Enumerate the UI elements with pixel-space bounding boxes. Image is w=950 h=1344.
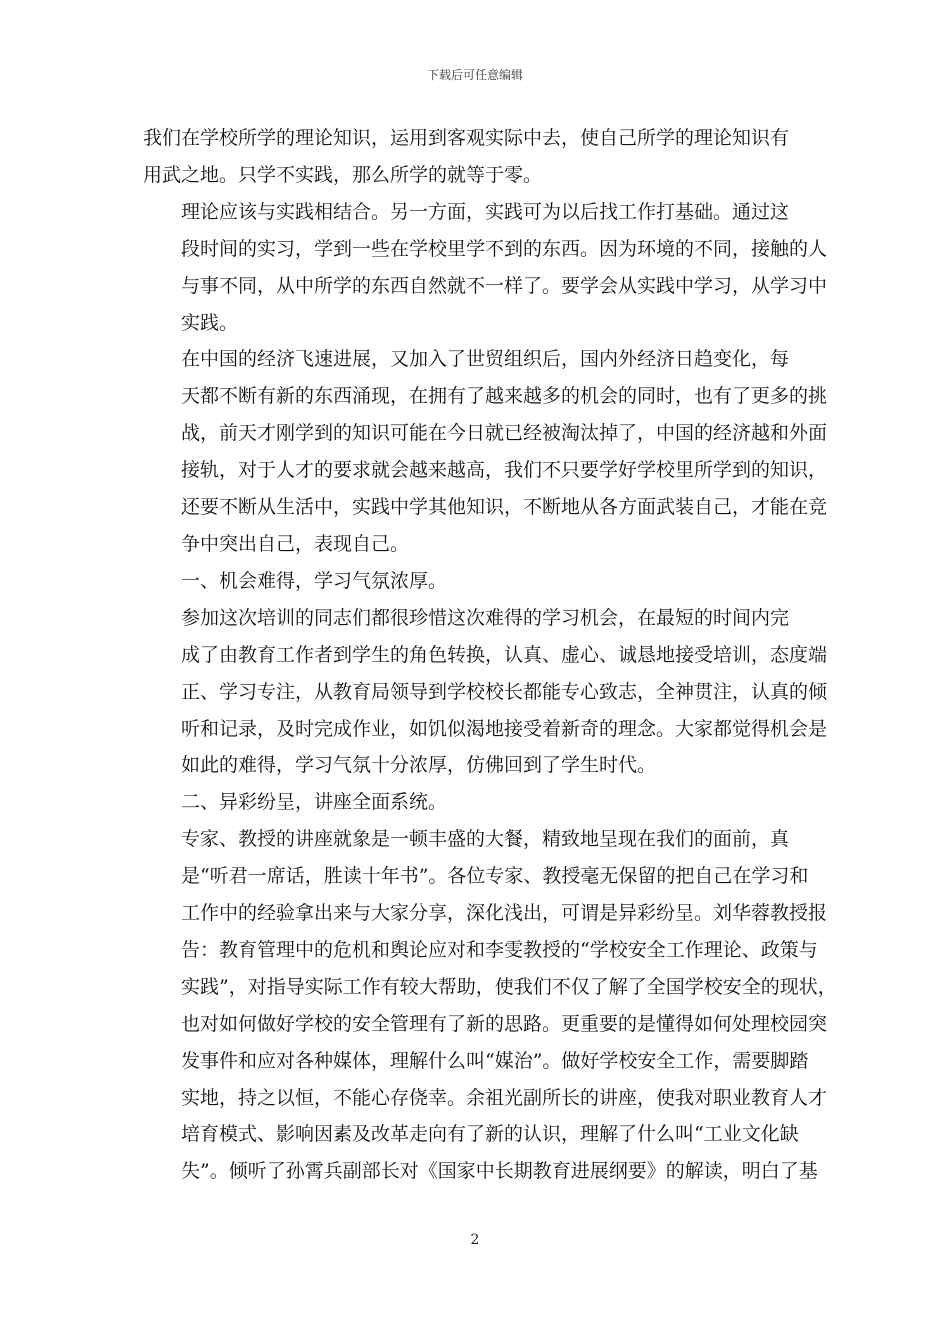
text-line: 在中国的经济飞速进展，又加入了世贸组织后，国内外经济日趋变化，每 (181, 348, 790, 371)
paragraph (143, 120, 811, 194)
text-line: 还要不断从生活中，实践中学其他知识，不断地从各方面武装自己，才能在竞 (181, 496, 828, 519)
text-line: 发事件和应对各种媒体，理解什么叫“媒治”。做好学校安全工作，需要脚踏 (181, 1049, 809, 1072)
text-line: 听和记录，及时完成作业，如饥似渴地接受着新奇的理念。大家都觉得机会是 (181, 717, 828, 740)
text-line: 如此的难得，学习气氛十分浓厚，仿佛回到了学生时代。 (181, 754, 657, 777)
text-line: 正、学习专注，从教育局领导到学校校长都能专心致志，全神贯注，认真的倾 (181, 680, 828, 703)
paragraph (143, 194, 828, 342)
page-number: 2 (470, 1232, 480, 1248)
text-line: 也对如何做好学校的安全管理有了新的思路。更重要的是懂得如何处理校园突 (181, 1012, 828, 1035)
text-line: 接轨，对于人才的要求就会越来越高，我们不只要学好学校里所学到的知识， (181, 459, 828, 482)
text-line: 我们在学校所学的理论知识，运用到客观实际中去，使自己所学的理论知识有 (143, 127, 790, 149)
text-line: 失”。倾听了孙霄兵副部长对《国家中长期教育进展纲要》的解读，明白了基 (181, 1160, 818, 1183)
text-line: 用武之地。只学不实践，那么所学的就等于零。 (143, 163, 543, 186)
text-line: 段时间的实习，学到一些在学校里学不到的东西。因为环境的不同，接触的人 (181, 237, 828, 260)
text-line: 实践”，对指导实际工作有较大帮助，使我们不仅了解了全国学校安全的现状， (181, 975, 837, 998)
text-line: 理论应该与实践相结合。另一方面，实践可为以后找工作打基础。通过这 (181, 200, 790, 223)
text-line: 战，前天才刚学到的知识可能在今日就已经被淘汰掉了，中国的经济越和外面 (181, 422, 828, 445)
paragraph (143, 600, 828, 785)
text-line: 二、异彩纷呈，讲座全面系统。 (181, 791, 448, 814)
text-line: 培育模式、影响因素及改革走向有了新的认识，理解了什么叫“工业文化缺 (181, 1123, 799, 1146)
text-line: 天都不断有新的东西涌现，在拥有了越来越多的机会的同时，也有了更多的挑 (181, 385, 828, 408)
text-line: 是“听君一席话，胜读十年书”。各位专家、教授毫无保留的把自己在学习和 (181, 865, 809, 888)
text-line: 争中突出自己，表现自己。 (181, 532, 410, 555)
section-heading (143, 563, 811, 600)
text-line: 告：教育管理中的危机和舆论应对和李雯教授的“学校安全工作理论、政策与 (181, 938, 818, 961)
paragraph (143, 821, 837, 1190)
page-header: 下载后可任意编辑 (426, 68, 523, 82)
text-line: 实地，持之以恒，不能心存侥幸。余祖光副所长的讲座，使我对职业教育人才 (181, 1086, 828, 1109)
text-line: 实践。 (181, 311, 239, 334)
section-heading (143, 784, 811, 821)
document-body (143, 120, 837, 1190)
text-line: 参加这次培训的同志们都很珍惜这次难得的学习机会，在最短的时间内完 (181, 606, 790, 629)
text-line: 与事不同，从中所学的东西自然就不一样了。要学会从实践中学习，从学习中 (181, 274, 828, 297)
text-line: 成了由教育工作者到学生的角色转换，认真、虚心、诚恳地接受培训，态度端 (181, 643, 828, 666)
text-line: 工作中的经验拿出来与大家分享，深化浅出，可谓是异彩纷呈。刘华蓉教授报 (181, 902, 828, 925)
text-line: 一、机会难得，学习气氛浓厚。 (181, 569, 448, 592)
paragraph (143, 341, 828, 562)
text-line: 专家、教授的讲座就象是一顿丰盛的大餐，精致地呈现在我们的面前，真 (181, 828, 790, 851)
